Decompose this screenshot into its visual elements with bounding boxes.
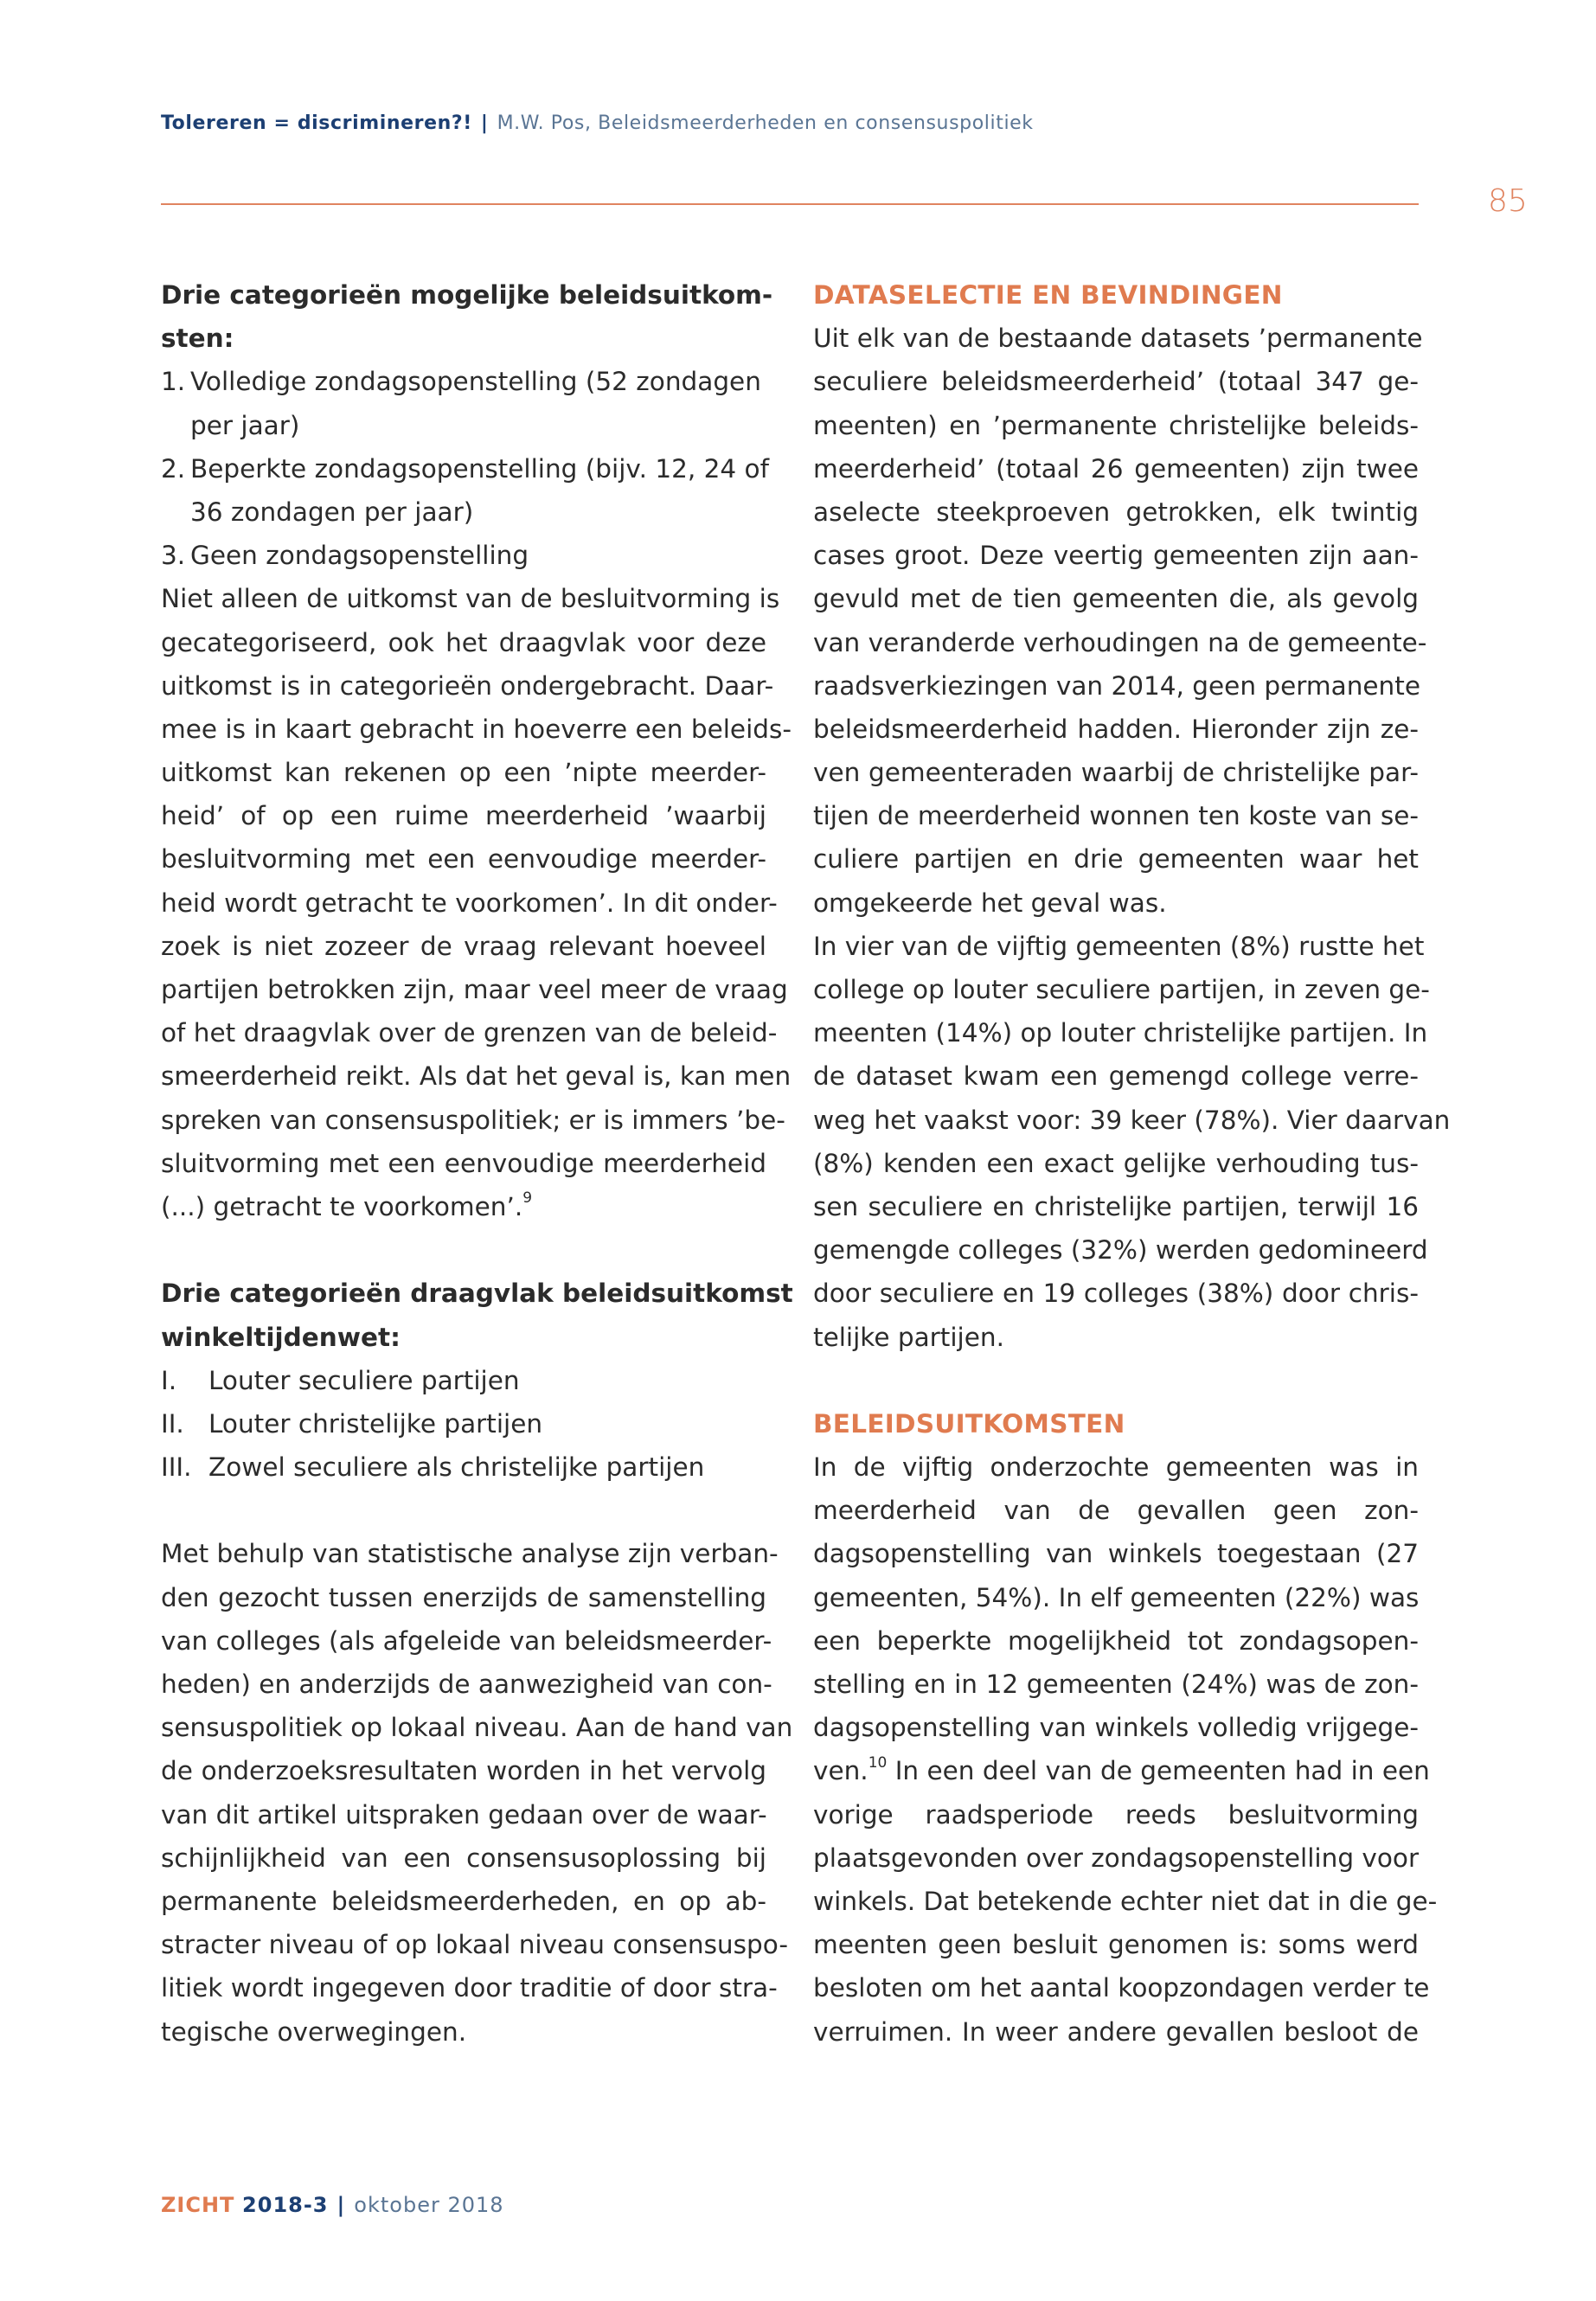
list-text: Volledige zondagsopenstelling (52 zondagen [190, 367, 761, 397]
paragraph-line: dagsopenstelling van winkels toegestaan (27 [813, 1539, 1419, 1569]
paragraph-line: uitkomst is in categorieën ondergebracht. Daar- [161, 670, 774, 701]
paragraph-line: heid wordt getracht te voorkomen’. In dit onder- [161, 888, 778, 918]
list-text: Geen zondagsopenstelling [190, 541, 529, 571]
paragraph-line: de dataset kwam een gemengd college verre- [813, 1061, 1419, 1092]
paragraph-line: winkels. Dat betekende echter niet dat in die ge- [813, 1886, 1438, 1916]
section-title: BELEIDSUITKOMSTEN [813, 1408, 1125, 1439]
paragraph-line: tijen de meerderheid wonnen ten koste van se- [813, 801, 1419, 831]
paragraph-line: uitkomst kan rekenen op een ’nipte meerder- [161, 758, 766, 788]
paragraph-line: gevuld met de tien gemeenten die, als gevolg [813, 584, 1419, 614]
list-item [161, 1445, 766, 1489]
paragraph-line: meerderheid van de gevallen geen zon- [813, 1496, 1419, 1526]
paragraph-line: den gezocht tussen enerzijds de samenstelling [161, 1582, 766, 1612]
paragraph-line: smeerderheid reikt. Als dat het geval is, kan men [161, 1061, 792, 1092]
list-number: III. [161, 1452, 192, 1483]
paragraph-line: gecategoriseerd, ook het draagvlak voor deze [161, 627, 766, 657]
footer-separator: | [337, 2193, 346, 2217]
paragraph-line: gemeenten, 54%). In elf gemeenten (22%) was [813, 1582, 1420, 1612]
header-rule [161, 203, 1419, 205]
paragraph-line: door seculiere en 19 colleges (38%) door chris- [813, 1279, 1419, 1309]
paragraph-line: een beperkte mogelijkheid tot zondagsopen- [813, 1625, 1419, 1656]
paragraph-line: of het draagvlak over de grenzen van de beleid- [161, 1018, 778, 1048]
right-column [813, 273, 1451, 2054]
paragraph-line: In vier van de vijftig gemeenten (8%) rustte het [813, 931, 1425, 961]
list-item [161, 447, 769, 490]
list-number: 1. [161, 367, 186, 397]
issue-date: oktober 2018 [354, 2193, 504, 2217]
paragraph-line: cases groot. Deze veertig gemeenten zijn aan- [813, 541, 1419, 571]
issue-number: 2018-3 [242, 2193, 329, 2217]
heading-line: Drie categorieën mogelijke beleidsuitkom- [161, 280, 773, 310]
paragraph-line: schijnlijkheid van een consensusoplossing bij [161, 1843, 766, 1873]
paragraph-line: heid’ of op een ruime meerderheid ’waarbij [161, 801, 766, 831]
paragraph-line: (8%) kenden een exact gelijke verhouding tus- [813, 1148, 1419, 1178]
paragraph-line: spreken van consensuspolitiek; er is immers ’be- [161, 1105, 785, 1135]
paragraph-line [813, 1749, 1430, 1792]
paragraph-line: besluitvorming met een eenvoudige meerder- [161, 844, 766, 875]
paragraph-line: meenten geen besluit genomen is: soms werd [813, 1930, 1419, 1960]
header-separator: | [480, 112, 489, 134]
list-number: I. [161, 1365, 177, 1395]
paragraph-line: stracter niveau of op lokaal niveau consensuspo- [161, 1930, 788, 1960]
paragraph-line: meerderheid’ (totaal 26 gemeenten) zijn twee [813, 453, 1419, 484]
paragraph-line: tegische overwegingen. [161, 2016, 467, 2047]
list-text: Louter seculiere partijen [208, 1365, 520, 1395]
list-item [161, 360, 766, 403]
paragraph-line: sluitvorming met een eenvoudige meerderheid [161, 1148, 766, 1178]
paragraph-line: college op louter seculiere partijen, in zeven ge- [813, 975, 1430, 1004]
paragraph-line: vorige raadsperiode reeds besluitvorming [813, 1799, 1419, 1830]
paragraph-line: weg het vaakst voor: 39 keer (78%). Vier daarvan [813, 1105, 1451, 1135]
list-item [161, 534, 766, 577]
paragraph-line: plaatsgevonden over zondagsopenstelling voor [813, 1843, 1420, 1873]
paragraph-line: sen seculiere en christelijke partijen, terwijl 16 [813, 1191, 1419, 1221]
paragraph-line: van veranderde verhoudingen na de gemeente- [813, 627, 1427, 657]
left-column [161, 273, 793, 2054]
list-item-continuation: per jaar) [190, 410, 300, 440]
footnote-marker: 10 [868, 1753, 888, 1772]
paragraph-line: meenten (14%) op louter christelijke partijen. In [813, 1018, 1428, 1048]
paragraph-line: gemengde colleges (32%) werden gedomineerd [813, 1235, 1428, 1266]
list-number: II. [161, 1408, 184, 1439]
paragraph-line: telijke partijen. [813, 1322, 1004, 1352]
paragraph-line: mee is in kaart gebracht in hoeverre een beleids- [161, 714, 792, 744]
paragraph-line: aselecte steekproeven getrokken, elk twintig [813, 497, 1419, 527]
heading-line: sten: [161, 324, 234, 354]
paragraph-text: (...) getracht te voorkomen’. [161, 1191, 523, 1221]
paragraph-text: In een deel van de gemeenten had in een [887, 1756, 1430, 1786]
paragraph-line: besloten om het aantal koopzondagen verder te [813, 1973, 1430, 2003]
paragraph-line: van dit artikel uitspraken gedaan over de waar- [161, 1799, 767, 1830]
article-info: M.W. Pos, Beleidsmeerderheden en consensuspolitiek [497, 112, 1034, 134]
paragraph-line: In de vijftig onderzochte gemeenten was in [813, 1452, 1419, 1483]
paragraph-line: beleidsmeerderheid hadden. Hieronder zijn ze- [813, 714, 1419, 744]
paragraph-line: sensuspolitiek op lokaal niveau. Aan de hand van [161, 1713, 793, 1743]
paragraph-line: van colleges (als afgeleide van beleidsmeerder- [161, 1625, 772, 1656]
paragraph-line: culiere partijen en drie gemeenten waar het [813, 844, 1419, 875]
paragraph-line: Uit elk van de bestaande datasets ’permanente [813, 324, 1423, 354]
paragraph-line: omgekeerde het geval was. [813, 888, 1167, 918]
paragraph-line: stelling en in 12 gemeenten (24%) was de zon- [813, 1670, 1419, 1699]
paragraph-line: litiek wordt ingegeven door traditie of door stra- [161, 1973, 778, 2003]
paragraph-line: heden) en anderzijds de aanwezigheid van con- [161, 1670, 772, 1699]
paragraph-line: verruimen. In weer andere gevallen besloot de [813, 2016, 1419, 2047]
paragraph-line: meenten) en ’permanente christelijke beleids- [813, 410, 1419, 440]
journal-title: Tolereren = discrimineren?! [161, 112, 472, 134]
paragraph-line: zoek is niet zozeer de vraag relevant hoeveel [161, 931, 766, 961]
list-text: Louter christelijke partijen [208, 1408, 543, 1439]
paragraph-text: ven. [813, 1756, 869, 1786]
list-number: 2. [161, 453, 186, 484]
list-item-continuation: 36 zondagen per jaar) [190, 497, 474, 527]
section-title: DATASELECTIE EN BEVINDINGEN [813, 280, 1283, 310]
list-text: Beperkte zondagsopenstelling (bijv. 12, 24 of [190, 453, 769, 484]
running-footer [161, 2193, 504, 2217]
paragraph-line: de onderzoeksresultaten worden in het vervolg [161, 1756, 766, 1786]
heading-line: winkeltijdenwet: [161, 1322, 401, 1352]
heading-line: Drie categorieën draagvlak beleidsuitkomst [161, 1279, 793, 1309]
list-number: 3. [161, 541, 186, 571]
page-number: 85 [1488, 183, 1528, 219]
paragraph-line: ven gemeenteraden waarbij de christelijke par- [813, 758, 1419, 788]
paragraph-line [161, 1185, 766, 1228]
magazine-name: ZICHT [161, 2193, 235, 2217]
list-item [161, 1359, 766, 1402]
paragraph-line: dagsopenstelling van winkels volledig vrijgege- [813, 1713, 1419, 1743]
list-item [161, 1402, 766, 1445]
paragraph-line: Niet alleen de uitkomst van de besluitvorming is [161, 584, 780, 614]
paragraph-line: seculiere beleidsmeerderheid’ (totaal 347 ge- [813, 367, 1419, 397]
paragraph-line: partijen betrokken zijn, maar veel meer de vraag [161, 975, 788, 1004]
list-text: Zowel seculiere als christelijke partijen [208, 1452, 705, 1483]
paragraph-line: Met behulp van statistische analyse zijn verban- [161, 1539, 779, 1569]
paragraph-line: raadsverkiezingen van 2014, geen permanente [813, 670, 1420, 701]
running-header [161, 112, 1034, 134]
paragraph-line: permanente beleidsmeerderheden, en op ab- [161, 1886, 766, 1916]
footnote-marker: 9 [522, 1189, 533, 1208]
